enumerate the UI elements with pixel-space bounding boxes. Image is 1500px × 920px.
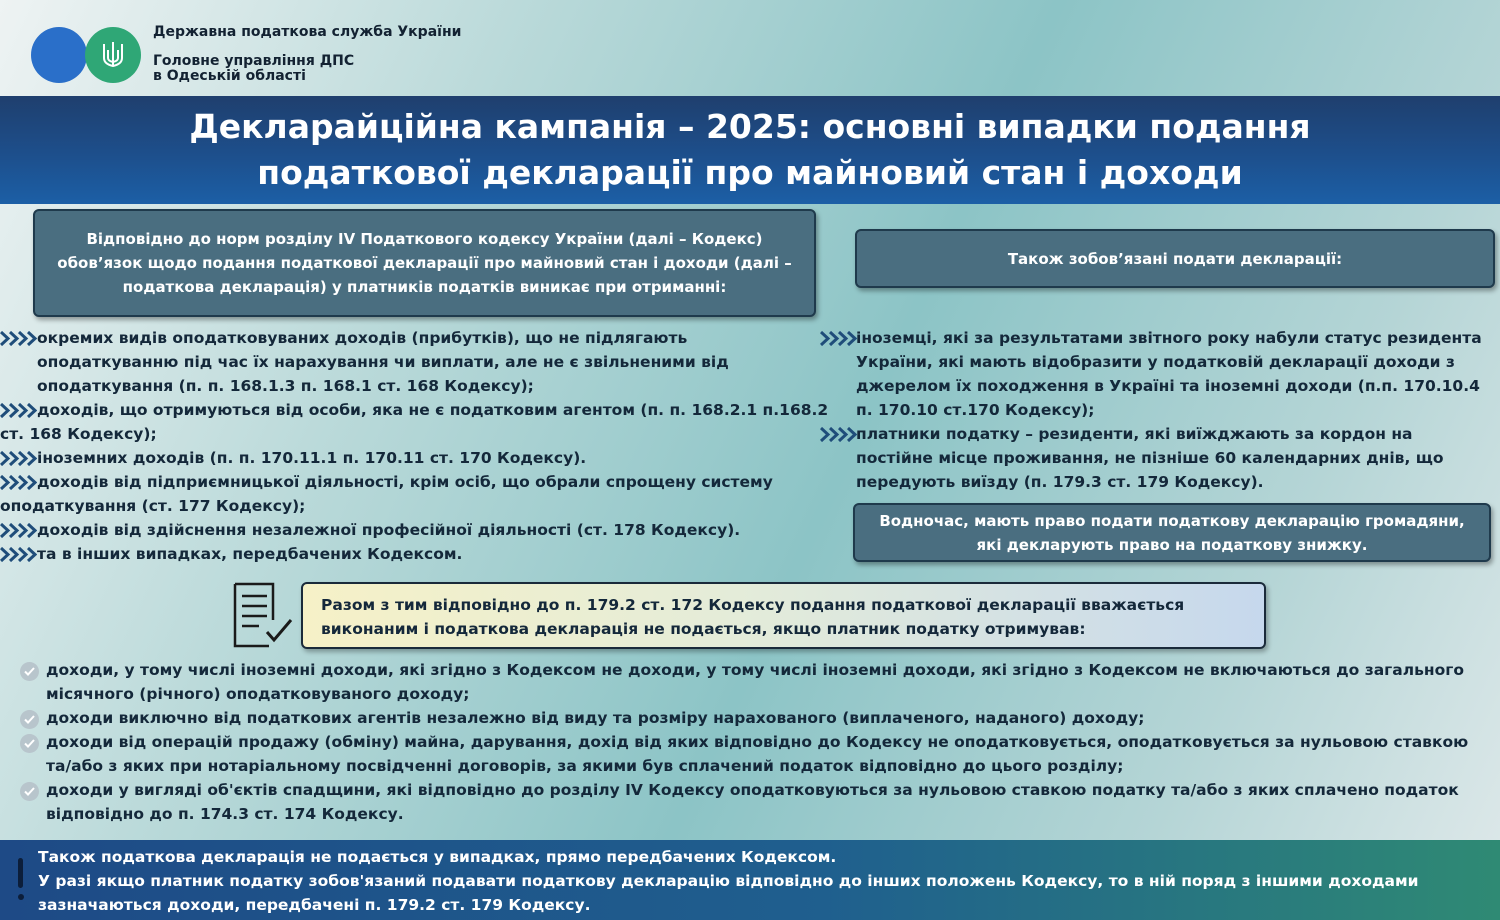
page-title [0, 96, 1500, 204]
footer-note [0, 840, 1500, 920]
double-chevron-icon [0, 331, 37, 346]
list-item [20, 658, 1480, 706]
list-item [20, 706, 1480, 730]
intro-box [33, 209, 816, 317]
list-item [0, 470, 830, 518]
footer-line-1: Також податкова декларація не подається у випадках, прямо передбачених Кодексом. [38, 848, 837, 866]
list-item-text: доходи, у тому числі іноземні доходи, які згідно з Кодексом не доходи, у тому числі іноземні доходи, які згідно з Кодексом не включаються до загального місячного (річного) оподатковуваного доходу; [46, 661, 1464, 703]
header [0, 0, 1500, 96]
double-chevron-icon [820, 331, 857, 346]
intro-text: Відповідно до норм розділу IV Податкового кодексу України (далі – Кодекс) обов’язок щодо подання податкової декларації про майновий стан і доходи (далі – податкова декларація) у платників податків виникає при отриманні: [57, 230, 792, 296]
list-item-text: іноземних доходів (п. п. 170.11.1 п. 170.11 ст. 170 Кодексу). [37, 449, 587, 467]
tax-deduction-text: Водночас, мають право подати податкову декларацію громадяни, які декларують право на податкову знижку. [879, 511, 1465, 554]
exclamation-icon [18, 858, 23, 888]
list-item-text: доходи у вигляді об'єктів спадщини, які відповідно до розділу IV Кодексу оподатковуються за нульовою ставкою податку та/або з яких сплачено податок відповідно до п. 174.3 ст. 174 Кодексу. [46, 781, 1459, 823]
org-department-line1: Головне управління ДПС [153, 53, 355, 69]
checkmark-icon [20, 782, 39, 801]
list-item [0, 518, 830, 542]
double-chevron-icon [0, 403, 37, 418]
title-line-1: Декларайційна кампанія – 2025: основні випадки подання [189, 107, 1311, 146]
org-name: Державна податкова служба України [153, 24, 462, 40]
org-department [153, 54, 354, 84]
exemptions-list [20, 658, 1480, 826]
checkmark-icon [20, 662, 39, 681]
dps-logo-blue-circle [31, 27, 87, 83]
footer-text [38, 845, 1488, 917]
also-obliged-text: Також зобов’язані подати декларації: [1007, 249, 1343, 268]
list-item-text: іноземці, які за результатами звітного року набули статус резидента України, які мають відобразити у податковій декларації доходи з джерелом їх походження в Україні та іноземні доходи (п.п. 170.10.4 п. 170.10 ст.170 Кодексу); [856, 329, 1482, 419]
list-item-text: та в інших випадках, передбачених Кодексом. [37, 545, 463, 563]
list-item [20, 730, 1480, 778]
tax-deduction-box [853, 503, 1491, 562]
list-item [0, 446, 830, 470]
list-item [0, 542, 830, 566]
trident-logo [85, 27, 141, 83]
double-chevron-icon [0, 547, 37, 562]
list-item-text: окремих видів оподатковуваних доходів (прибутків), що не підлягають оподаткуванню під час їх нарахування чи виплати, але не є звільненими від оподаткування (п. п. 168.1.3 п. 168.1 ст. 168 Кодексу); [37, 329, 729, 395]
left-obligations-list [0, 326, 830, 566]
list-item-text: доходів від здійснення незалежної професійної діяльності (ст. 178 Кодексу). [37, 521, 741, 539]
right-obligations-list [820, 326, 1488, 494]
checkmark-icon [20, 734, 39, 753]
notice-box: Разом з тим відповідно до п. 179.2 ст. 172 Кодексу подання податкової декларації вважається виконаним і податкова декларація не подається, якщо платник податку отримував: [301, 582, 1266, 649]
list-item [820, 326, 1488, 422]
list-item-text: доходів, що отримуються від особи, яка не є податковим агентом (п. п. 168.2.1 п.168.2 ст. 168 Кодексу); [0, 401, 829, 443]
double-chevron-icon [820, 427, 857, 442]
list-item-text: платники податку – резиденти, які виїжджають за кордон на постійне місце проживання, не пізніше 60 календарних днів, що передують виїзду (п. 179.3 ст. 179 Кодексу). [856, 425, 1444, 491]
list-item-text: доходи від операцій продажу (обміну) майна, дарування, дохід від яких відповідно до Кодексу не оподатковується, оподатковується за нульовою ставкою та/або з яких при нотаріальному посвідченні договорів, за якими був сплачений податок відповідно до цього розділу; [46, 733, 1469, 775]
footer-line-2: У разі якщо платник податку зобов'язаний подавати податкову декларацію відповідно до інших положень Кодексу, то в ній поряд з іншими доходами зазначаються доходи, передбачені п. 179.2 ст. 179 Кодексу. [38, 872, 1419, 914]
trident-icon [100, 40, 126, 70]
title-line-2: податкової декларації про майновий стан і доходи [257, 153, 1243, 192]
org-department-line2: в Одеській області [153, 68, 306, 84]
list-item [820, 422, 1488, 494]
list-item [20, 778, 1480, 826]
list-item [0, 398, 830, 446]
list-item [0, 326, 830, 398]
checkmark-icon [20, 710, 39, 729]
also-obliged-box [855, 229, 1495, 288]
double-chevron-icon [0, 451, 37, 466]
list-item-text: доходів від підприємницької діяльності, крім осіб, що обрали спрощену систему оподаткування (ст. 177 Кодексу); [0, 473, 773, 515]
document-checklist-icon [229, 582, 295, 652]
double-chevron-icon [0, 523, 37, 538]
double-chevron-icon [0, 475, 37, 490]
list-item-text: доходи виключно від податкових агентів незалежно від виду та розміру нарахованого (виплаченого, наданого) доходу; [46, 709, 1145, 727]
exclamation-dot-icon [18, 894, 24, 900]
